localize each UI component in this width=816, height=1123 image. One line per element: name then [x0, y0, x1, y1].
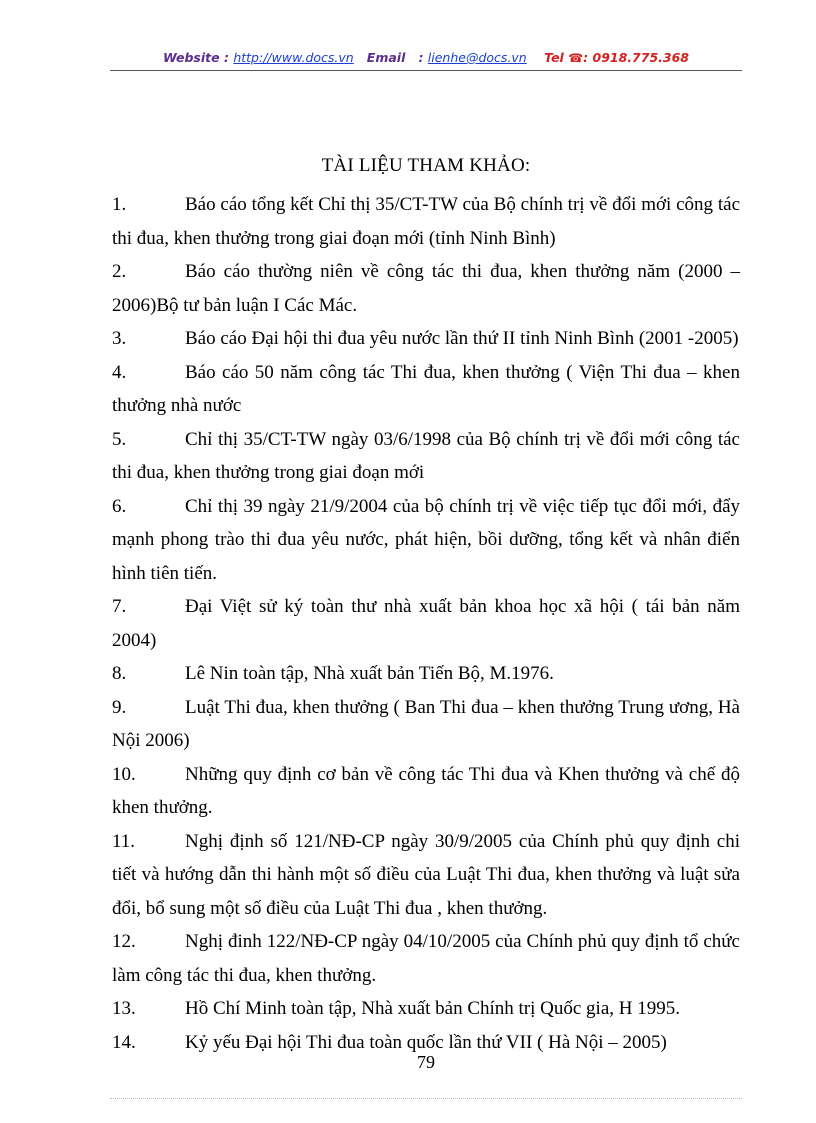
reference-number: 9.: [112, 696, 127, 718]
reference-item: [112, 758, 740, 825]
reference-text: Lê Nin toàn tập, Nhà xuất bản Tiến Bộ, M.1976.: [185, 663, 554, 684]
email-link[interactable]: lienhe@docs.vn: [427, 50, 527, 65]
email-separator: :: [418, 50, 424, 65]
reference-number: 13.: [112, 998, 136, 1019]
reference-text: Luật Thi đua, khen thưởng ( Ban Thi đua – khen thưởng Trung ương, Hà Nội 2006): [112, 696, 740, 751]
header-divider: [110, 70, 742, 71]
reference-text: Hồ Chí Minh toàn tập, Nhà xuất bản Chính trị Quốc gia, H 1995.: [185, 998, 680, 1019]
tel-value: : 0918.775.368: [583, 50, 689, 65]
reference-number: 11.: [112, 830, 136, 852]
website-link[interactable]: http://www.docs.vn: [233, 50, 354, 65]
website-label: Website :: [163, 50, 229, 65]
reference-number: 5.: [112, 428, 127, 450]
reference-item: [112, 356, 740, 423]
reference-text: Báo cáo Đại hội thi đua yêu nước lần thứ II tỉnh Ninh Bình (2001 -2005): [185, 328, 739, 349]
reference-item: [112, 490, 740, 591]
page-header: [110, 50, 742, 72]
reference-item: [112, 657, 740, 691]
reference-number: 4.: [112, 361, 127, 383]
reference-text: Báo cáo 50 năm công tác Thi đua, khen thưởng ( Viện Thi đua – khen thưởng nhà nước: [112, 361, 740, 416]
reference-number: 8.: [112, 663, 127, 684]
reference-item: [112, 322, 740, 356]
reference-item: [112, 255, 740, 322]
reference-text: Nghị đinh 122/NĐ-CP ngày 04/10/2005 của Chính phủ quy định tổ chức làm công tác thi đua, khen thưởng.: [112, 931, 740, 986]
reference-item: [112, 590, 740, 657]
reference-text: Những quy định cơ bản về công tác Thi đua và Khen thưởng và chế độ khen thưởng.: [112, 763, 740, 818]
reference-number: 14.: [112, 1031, 136, 1053]
reference-number: 10.: [112, 763, 136, 785]
reference-text: Chỉ thị 35/CT-TW ngày 03/6/1998 của Bộ chính trị về đổi mới công tác thi đua, khen thưởng trong giai đoạn mới: [112, 428, 740, 483]
reference-number: 2.: [112, 261, 127, 282]
reference-text: Chỉ thị 39 ngày 21/9/2004 của bộ chính trị về việc tiếp tục đổi mới, đẩy mạnh phong trào thi đua yêu nước, phát hiện, bồi dưỡng, tổng kết và nhân điển hình tiên tiến.: [112, 495, 740, 584]
page-number: 79: [417, 1052, 435, 1072]
reference-item: [112, 188, 740, 255]
reference-text: Nghị định số 121/NĐ-CP ngày 30/9/2005 của Chính phủ quy định chi tiết và hướng dẫn thi hành một số điều của Luật Thi đua, khen thưởng và luật sửa đổi, bổ sung một số điều của Luật Thi đua , khen thưởng.: [112, 830, 740, 919]
tel-label: Tel: [544, 50, 564, 65]
footer-divider: [110, 1098, 742, 1099]
reference-item: [112, 825, 740, 926]
reference-text: Báo cáo tổng kết Chỉ thị 35/CT-TW của Bộ chính trị về đổi mới công tác thi đua, khen thưởng trong giai đoạn mới (tỉnh Ninh Bình): [112, 194, 740, 249]
reference-item: [112, 992, 740, 1026]
reference-number: 1.: [112, 194, 127, 215]
reference-text: Đại Việt sử ký toàn thư nhà xuất bản khoa học xã hội ( tái bản năm 2004): [112, 596, 740, 651]
reference-number: 3.: [112, 328, 127, 349]
page-title: TÀI LIỆU THAM KHẢO:: [321, 155, 531, 176]
reference-item: [112, 925, 740, 992]
reference-item: [112, 691, 740, 758]
reference-item: [112, 423, 740, 490]
phone-icon: ☎: [568, 51, 584, 65]
reference-text: Kỷ yếu Đại hội Thi đua toàn quốc lần thứ VII ( Hà Nội – 2005): [185, 1031, 667, 1053]
reference-text: Báo cáo thường niên về công tác thi đua, khen thưởng năm (2000 – 2006)Bộ tư bản luận I Các Mác.: [112, 261, 740, 316]
reference-list: [112, 188, 740, 1059]
email-label: Email: [366, 50, 406, 65]
reference-number: 7.: [112, 596, 127, 617]
reference-number: 12.: [112, 931, 136, 952]
reference-number: 6.: [112, 495, 127, 517]
